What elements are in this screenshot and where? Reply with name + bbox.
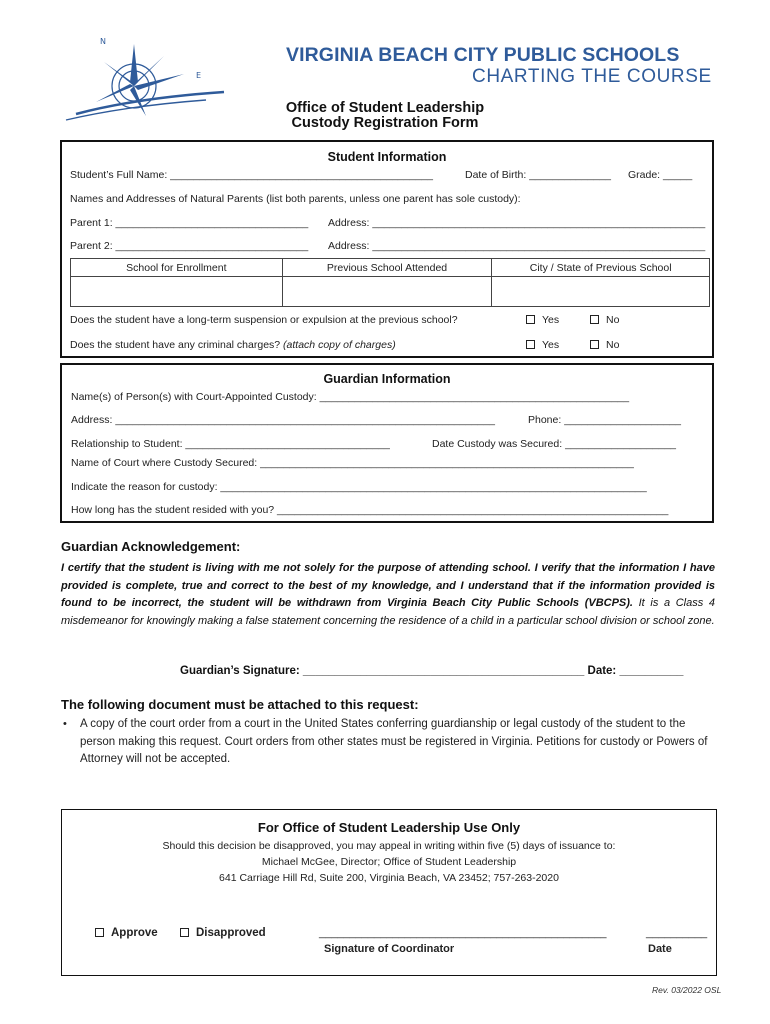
charges-yes-option[interactable]: Yes <box>526 339 559 351</box>
previous-school-cell[interactable] <box>282 277 492 307</box>
student-information-title: Student Information <box>327 150 447 164</box>
coordinator-date-line[interactable]: __________ <box>646 927 708 939</box>
table-header-previous-school: Previous School Attended <box>282 259 492 277</box>
disapproved-option[interactable]: Disapproved <box>180 927 266 939</box>
guardian-address-field[interactable]: Address: _________________________________________________________________ <box>71 414 495 426</box>
school-enrollment-table <box>70 258 710 307</box>
parent2-address-field[interactable]: Address: _________________________________________________________ <box>328 240 706 252</box>
parent2-field[interactable]: Parent 2: _________________________________ <box>70 240 309 252</box>
student-information-section <box>60 140 714 358</box>
court-name-field[interactable]: Name of Court where Custody Secured: ________________________________________________________________ <box>71 457 634 469</box>
svg-text:E: E <box>196 71 202 80</box>
date-of-birth-field[interactable]: Date of Birth: ______________ <box>465 169 611 181</box>
office-use-appeal-text <box>62 838 716 886</box>
parent1-field[interactable]: Parent 1: _________________________________ <box>70 217 309 229</box>
table-header-city-state: City / State of Previous School <box>492 259 710 277</box>
parent1-address-field[interactable]: Address: _________________________________________________________ <box>328 217 706 229</box>
grade-field[interactable]: Grade: _____ <box>628 169 693 181</box>
guardian-phone-field[interactable]: Phone: ____________________ <box>528 414 681 426</box>
acknowledgement-title: Guardian Acknowledgement: <box>61 539 241 554</box>
checkbox-icon[interactable] <box>95 928 104 937</box>
parents-instruction: Names and Addresses of Natural Parents (list both parents, unless one parent has sole custody): <box>70 193 521 205</box>
date-custody-secured-field[interactable]: Date Custody was Secured: ___________________ <box>432 438 677 450</box>
checkbox-icon[interactable] <box>526 340 535 349</box>
office-use-section <box>61 809 717 976</box>
svg-text:N: N <box>100 37 106 46</box>
attachment-title: The following document must be attached to this request: <box>61 697 419 712</box>
school-enrollment-cell[interactable] <box>71 277 283 307</box>
relationship-field[interactable]: Relationship to Student: ___________________________________ <box>71 438 390 450</box>
guardian-information-title: Guardian Information <box>323 372 451 386</box>
checkbox-icon[interactable] <box>590 315 599 324</box>
criminal-charges-question: Does the student have any criminal charges? (attach copy of charges) <box>70 339 396 351</box>
table-header-school-enrollment: School for Enrollment <box>71 259 283 277</box>
office-use-title: For Office of Student Leadership Use Only <box>257 820 521 835</box>
checkbox-icon[interactable] <box>526 315 535 324</box>
bullet-icon: • <box>63 718 67 730</box>
residence-duration-field[interactable]: How long has the student resided with you? ___________________________________________________________________ <box>71 504 669 516</box>
office-title: Office of Student Leadership <box>285 100 485 116</box>
checkbox-icon[interactable] <box>180 928 189 937</box>
custody-reason-field[interactable]: Indicate the reason for custody: _________________________________________________________________________ <box>71 481 647 493</box>
appeal-line-3: 641 Carriage Hill Rd, Suite 200, Virginia Beach, VA 23452; 757-263-2020 <box>219 872 559 884</box>
coordinator-signature-line[interactable]: _______________________________________________ <box>319 927 607 939</box>
guardian-information-section <box>60 363 714 523</box>
suspension-question: Does the student have a long-term suspension or expulsion at the previous school? <box>70 314 458 326</box>
guardian-signature-line[interactable]: Guardian’s Signature: ____________________________________________ Date: __________ <box>180 665 684 677</box>
attachment-bullet-text: A copy of the court order from a court in the United States conferring guardianship or legal custody of the student to the person making this request. Court orders from other states must be registered in Virginia. Petitions for custody or Powers of Attorney will not be accepted. <box>80 718 708 765</box>
suspension-yes-option[interactable]: Yes <box>526 314 559 326</box>
school-tagline: CHARTING THE COURSE <box>472 66 712 87</box>
appeal-line-2: Michael McGee, Director; Office of Student Leadership <box>261 856 517 868</box>
city-state-cell[interactable] <box>492 277 710 307</box>
acknowledgement-text: I certify that the student is living with me not solely for the purpose of attending school. I verify that the information I have provided is complete, true and correct to the best of my knowledge, and I understand that if the information provided is found to be incorrect, the student will be withdrawn from Virginia Beach City Public Schools (VBCPS). It is a Class 4 misdemeanor for knowingly making a false statement concerning the residence of a child in a particular school division or school zone. <box>61 562 716 627</box>
school-name: VIRGINIA BEACH CITY PUBLIC SCHOOLS <box>286 44 680 66</box>
student-full-name-field[interactable]: Student’s Full Name: _____________________________________________ <box>70 169 433 181</box>
form-title: Custody Registration Form <box>291 115 479 131</box>
suspension-no-option[interactable]: No <box>590 314 619 326</box>
appeal-line-1: Should this decision be disapproved, you may appeal in writing within five (5) days of issuance to: <box>162 840 616 852</box>
checkbox-icon[interactable] <box>590 340 599 349</box>
coordinator-signature-label: Signature of Coordinator <box>324 943 455 955</box>
revision-note: Rev. 03/2022 OSL <box>652 985 722 995</box>
charges-no-option[interactable]: No <box>590 339 619 351</box>
custody-names-field[interactable]: Name(s) of Person(s) with Court-Appointed Custody: _____________________________________________________ <box>71 391 630 403</box>
approve-option[interactable]: Approve <box>95 927 158 939</box>
coordinator-date-label: Date <box>648 943 672 955</box>
